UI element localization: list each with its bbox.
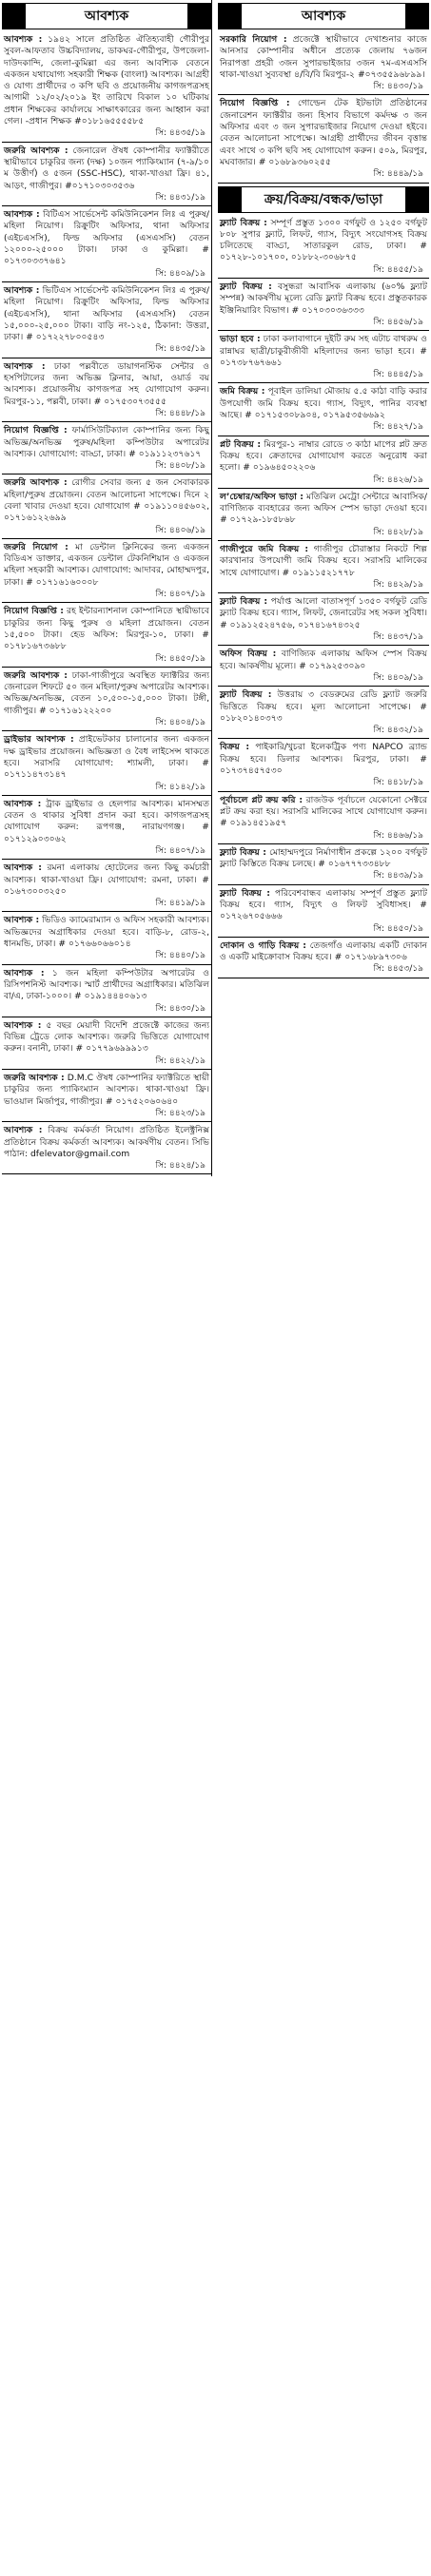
- classified-ad: [218, 385, 429, 433]
- ad-body: বিটিএস সার্ভেসেন্ট কমিউনিকেশন লিঃ এ পুরুষ/মহিলা নিয়োগ। রিক্রুটিং অফিসার, থানা অফিসার (এইচএসসি), ফিল্ড অফিসার (এসএসসি) বেতন ১২০০০-২৫০০০ টাকা। ঢাকা ও কুমিল্লা। # ০১৭৩০৩৩৭৬৪১: [4, 209, 209, 267]
- ad-lead: আবশ্যক :: [4, 284, 40, 296]
- ad-code: সি: ৪৪০৮/১৯: [155, 461, 206, 472]
- ad-code: সি: ৪৪২৯/১৯: [373, 579, 423, 590]
- ad-code: সি: ৪৪২৪/১৯: [155, 1161, 206, 1172]
- ad-lead: আবশ্যক :: [4, 34, 43, 45]
- ad-divider: [218, 645, 429, 646]
- ad-divider: [2, 1173, 211, 1174]
- classified-ad: [218, 543, 429, 591]
- ad-body: রোগীর সেবার জন্য ৫ জন সেবাকারক মহিলা/পুরুষ প্রয়োজন। বেতন আলোচনা সাপেক্ষে। দিনে ২ বেলা খাবার দেওয়া হবে। যোগাযোগ # ০১৯১১০৪৫৬০২, ০১৭১৬১২২৬৯৯: [4, 477, 209, 524]
- ad-lead: জমি বিক্রয় :: [220, 386, 265, 397]
- ad-divider: [218, 488, 429, 489]
- section-title: আবশ্যক: [301, 9, 346, 24]
- classified-ad: [218, 281, 429, 328]
- ad-divider: [2, 859, 211, 860]
- ad-lead: প্লট বিক্রয় :: [220, 438, 262, 450]
- header-block-left: [219, 187, 242, 212]
- ad-body: ১৯৪২ সালে প্রতিষ্ঠিত ঐতিহ্যবাহী গৌরীপুর সুবল-আফতাব উচ্চবিদ্যালয়, ডাকঘর-গৌরীপুর, উপজেলা-দাউদকান্দি, জেলা-কুমিল্লা এর জন্য আবশ্যিক বেতনে একজন যথাযোগ্য সহকারী শিক্ষক (বাংলা) আবশ্যক। আগ্রহী ও যোগ্য প্রার্থীদের ৩ কপি ছবি ও প্রয়োজনীয় কাগজপত্রসহ আগামী ১২/০২/২০১৯ ইং তারিখে বিকাল ১০ ঘটিকায় প্রধান শিক্ষকের কার্যালয়ে সাক্ষাৎকারের জন্য আহ্বান করা গেল। -প্রধান শিক্ষক #০১৮১৬৫৫৫৫৮৫: [4, 34, 210, 127]
- header-block-right: [405, 187, 428, 212]
- classified-ad: [218, 846, 429, 882]
- ad-lead: অফিস বিক্রয় :: [220, 649, 277, 660]
- ad-body: ট্রাক ড্রাইভার ও হেলপার আবশ্যক। মানসম্মত বেতন ও থাকার সুবিধা প্রদান করা হবে। কাগজপত্রসহ যোগাযোগ করুন: রূপগঞ্জ, নারায়ণগঞ্জ। # ০১৭১২৯০৩০৬২: [4, 798, 210, 844]
- ad-lead: ফ্ল্যাট বিক্রয় :: [220, 887, 270, 899]
- ad-lead: আবশ্যক :: [4, 360, 46, 372]
- classified-ad: [2, 424, 211, 472]
- ad-body: পর্যাপ্ত আলো বাতাসপূর্ণ ১৩৫০ বর্গফুট রেডি ফ্ল্যাট বিক্রয় হবে। গ্যাস, লিফট, জেনারেটর সহ সকল সুবিধা। # ০১৯১২৫২৪৭৫৬, ০১৭৪১৬৭৪৩২৫: [220, 596, 427, 630]
- ad-divider: [2, 538, 211, 539]
- ad-body: উত্তরায় ৩ বেডরুমের রেডি ফ্ল্যাট জরুরি ভিত্তিতে বিক্রয় হবে। মূল্য আলোচনা সাপেক্ষে। # ০১৮২০১৪০৩৭৩: [220, 689, 427, 724]
- ad-lead: আবশ্যক :: [4, 209, 40, 221]
- ad-lead: জরুরি আবশ্যক :: [4, 669, 68, 681]
- ad-lead: নিয়োগ বিজ্ঞপ্তি :: [4, 425, 68, 436]
- ad-code: সি: ৪৪৩৭/১৯: [373, 632, 423, 643]
- left-ad-list: [2, 33, 211, 1174]
- ad-body: ভিডিও ক্যামেরাম্যান ও অফিস সহকারী আবশ্যক। অভিজ্ঞদের অগ্রাধিকার দেওয়া হবে। বাড়ি-৮, রোড-২, ধানমন্ডি, ঢাকা। # ০১৭৬৬০৬৬০১৪: [4, 915, 210, 950]
- ad-divider: [218, 94, 429, 95]
- ad-divider: [218, 592, 429, 593]
- ad-divider: [218, 791, 429, 792]
- ad-divider: [2, 911, 211, 912]
- ad-code: সি: ৪৪০৭/১৯: [155, 846, 206, 856]
- ad-code: সি: ৪৪২৭/১৯: [373, 422, 423, 433]
- ad-body: মা ডেন্টাল ক্লিনিকের জন্য একজন বিডিএস ডাক্তার, একজন ডেন্টাল টেকনিশিয়ান ও একজন মহিলা সহকারী আবশ্যক। যোগাযোগ: আদাবর, মোহাম্মদপুর, ঢাকা। # ০১৭১৬১৬০০০৮: [4, 541, 209, 588]
- classified-ad: [218, 741, 429, 788]
- classified-ad: [2, 476, 211, 535]
- ad-divider: [2, 421, 211, 422]
- ad-divider: [218, 278, 429, 279]
- ad-lead: জরুরি আবশ্যক :: [4, 1073, 65, 1084]
- header-block-right: [405, 4, 428, 29]
- ad-lead: ফ্ল্যাট বিক্রয় :: [220, 689, 272, 701]
- ad-divider: [2, 1069, 211, 1070]
- ad-body: পূবাইল ডালিয়া মৌজায় ৫.৫ কাঠা বাড়ি করার উপযোগী জমি বিক্রয় হবে। গ্যাস, বিদ্যুৎ, পানির ব্যবস্থা আছে। # ০১৭১৫৩০৮৯০৪, ০১৭৯৫৩৫৬৬৯২: [220, 386, 428, 421]
- ad-body: তেজগাঁও এলাকায় একটি দোকান ও একটি মাইক্রোবাস বিক্রয় হবে। # ০১৭১৬৮৯৭৩০৬: [220, 939, 427, 963]
- ad-body: রমনা এলাকায় হোটেলের জন্য কিছু কর্মচারী আবশ্যক। থাকা-খাওয়া ফ্রি। যোগাযোগ: রমনা, ঢাকা। # ০১৬৭৩০০৩২৫০: [4, 862, 209, 897]
- ad-divider: [2, 730, 211, 731]
- ad-divider: [2, 795, 211, 796]
- ad-divider: [218, 884, 429, 885]
- classified-ad: [218, 438, 429, 486]
- classified-ad: [2, 360, 211, 419]
- ad-body: ঢাকা কলাবাগানে দুইটি রুম সহ এটাচ বাথরুম ও রান্নাঘর ছাত্রী/চাকুরীজীবী মহিলাদের জন্য ভাড়া হবে। # ০১৭৩৮৭৬৭৬৬১: [220, 334, 428, 368]
- ad-body: রহ ইন্টারন্যাশনাল কোম্পানিতে স্থায়ীভাবে চাকুরির জন্য কিছু পুরুষ ও মহিলা প্রয়োজন। বেতন ১৫,৫০০ টাকা। হেড অফিস: মিরপুর-১০, ঢাকা। # ০১৭৮১৬৭৩৬৮৮: [4, 606, 209, 652]
- ad-body: পরিবেশবান্ধব এলাকায় সম্পূর্ণ প্রস্তুত ফ্ল্যাট বিক্রয় হবে। গ্যাস, বিদ্যুৎ ও লিফট সুবিধাসহ। # ০১৭২৬৭০৫৬৬৬: [220, 887, 427, 922]
- ad-body: ঢাকা-গাজীপুরে অবস্থিত ফ্যাক্টরির জন্য জেনারেল শিফটে ৫০ জন মহিলা/পুরুষ অপারেটর আবশ্যক। অভিজ্ঞ/অনভিজ্ঞ, বেতন ১০,৫০০-১৫,০০০ টাকা। টঙ্গী, গাজীপুর। # ০১৭১৬১২২২০০: [4, 669, 209, 716]
- classified-ad: [2, 33, 211, 140]
- ad-code: সি: ৪১৪২/১৯: [155, 782, 206, 792]
- ad-code: সি: ৪৪২৮/১৯: [373, 527, 423, 537]
- ad-lead: আবশ্যক :: [4, 915, 40, 926]
- ad-body: D.M.C ঔষধ কোম্পানির ফ্যাক্টরিতে স্থায়ী চাকুরির জন্য প্যাকিংম্যান আবশ্যক। থাকা-খাওয়া ফ্রি। ভাওয়াল মির্জাপুর, গাজীপুর। # ০১৭৫২০৬০৬৪০: [4, 1073, 209, 1107]
- ad-code: সি: ৪৪৩৫/১৯: [155, 128, 206, 139]
- ad-body: গাজীপুর চৌরাস্তার নিকটে শিল্প কারখানার উপযোগী জমি বিক্রয় হবে। সরাসরি মালিকের সাথে যোগাযোগ। # ০১৯১১৫২১৭৭৮: [220, 543, 427, 578]
- ad-code: সি: ৪৪১৮/১৯: [373, 778, 423, 788]
- classified-ad: [2, 967, 211, 1015]
- left-column: [2, 0, 212, 1176]
- ad-lead: ফ্ল্যাট বিক্রয় :: [220, 596, 268, 608]
- ad-divider: [2, 142, 211, 143]
- right-ad-list: [218, 217, 429, 978]
- ad-code: সি: ৪৪৩১/১৯: [155, 192, 206, 203]
- ad-body: ১ জন মহিলা কম্পিউটার অপারেটর ও রিসিপশনিস্ট আবশ্যক। স্মার্ট প্রার্থীদের অগ্রাধিকার। মতিঝিল বা/এ, ঢাকা-১০০০। # ০১৯১৪৪৪০৬১৩: [4, 967, 210, 1002]
- classified-ad: [2, 1019, 211, 1067]
- ad-lead: বিক্রয় :: [220, 742, 250, 753]
- classified-ad: [2, 669, 211, 728]
- header-block-left: [219, 4, 242, 29]
- section-title: আবশ্যক: [84, 9, 129, 24]
- ad-body: মিরপুর-১ নাম্বার রোডে ৩ কাঠা মাপের প্লট দ্রুত বিক্রয় হবে। ক্রেতাদের যোগাযোগ করতে অনুরোধ করা হলো। # ০১৯৬৪৫০২২০৬: [220, 438, 428, 474]
- ad-lead: আবশ্যক :: [4, 1019, 42, 1031]
- classified-ad: [218, 217, 429, 276]
- ad-divider: [218, 382, 429, 383]
- ad-code: সি: ৪৪২৩/১৯: [155, 1108, 206, 1118]
- ad-body: ঢাকা পল্লবীতে ডায়াগনস্টিক সেন্টার ও হসপিটালের জন্য অভিজ্ঞ ক্লিনার, আয়া, ওয়ার্ড বয় আবশ্যক। প্রয়োজনীয় কাগজপত্র সহ যোগাযোগ করুন। মিরপুর-১১, পল্লবী, ঢাকা। # ০১৭৫৩০৭৩৫৫৫: [4, 360, 210, 407]
- ad-code: সি: ৪৪৫৩/১৯: [373, 964, 423, 975]
- ad-code: সি: ৪৪০৯/১৯: [373, 672, 423, 683]
- ad-divider: [218, 843, 429, 844]
- ad-body: মতিঝিল মেট্রো সেন্টারে আবাসিক/বাণিজ্যিক ব্যবহারের জন্য অফিস স্পেস ভাড়া দেওয়া হবে। # ০১৭২৯-১৮৫৮৬৮: [220, 491, 427, 526]
- ad-code: সি: ৪৪৪৮/১৯: [155, 408, 206, 418]
- ad-body: গোল্ডেন টেক ইটভাটা প্রতিষ্ঠানের জেনারেশন ফ্যাক্টরীর জন্য হিসাব বিভাগে কর্মদক্ষ ৩ জন অফিসার এবং ৩ জন সুপারভাইজার নিয়োগ দেওয়া হইবে। বেতন আলোচনা সাপেক্ষে। আগ্রহী প্রার্থীদের জীবন বৃত্তান্ত এবং সাথে ৩ কপি ছবি সহ যোগাযোগ করুন। ৫০৯, মিরপুর, মঘবাজার। # ০১৬৮৯৩৬০২৫৫: [220, 98, 428, 167]
- ad-code: সি: ৪৪৫০/১৯: [155, 653, 206, 664]
- ad-body: রাজউক পূর্বাচলে যেকোনো সেক্টরে প্লট ক্রয় করা হয়। সরাসরি মালিকের সাথে যোগাযোগ করুন। # ০১৯১৪৫১৯৫৭: [220, 794, 428, 829]
- classified-ad: [218, 648, 429, 684]
- ad-body: বিক্রয় কর্মকর্তা নিয়োগ। প্রতিষ্ঠিত ইলেক্ট্রনিক্স প্রতিষ্ঠানে বিক্রয় কর্মকর্তা আবশ্যক। আকর্ষণীয় বেতন। সিভি পাঠান: dfelevator@gmail.com: [4, 1125, 209, 1159]
- ad-code: সি: ৪৪৫৫/১৯: [373, 264, 423, 275]
- classified-ad: [2, 145, 211, 203]
- classified-ad: [2, 1124, 211, 1172]
- section-title: ক্রয়/বিক্রয়/বন্ধক/ভাড়া: [264, 191, 383, 207]
- ad-body: ভিটিএস সার্ভেসেন্ট কমিউনিকেশন লিঃ এ পুরুষ/মহিলা নিয়োগ। রিক্রুটিং অফিসার, ফিল্ড অফিসার (এইচএসসি), থানা অফিসার (এসএসসি) বেতন ১৫,০০০-২৫,০০০ টাকা। বাড়ি নং-১২৫, ঠিকানা: উত্তরা, ঢাকা। # ০১৭২২৭৮০০৫৪৩: [4, 284, 209, 343]
- ad-code: সি: ৪৪০৯/১৯: [155, 268, 206, 279]
- ad-code: সি: ৪৪৬৬/১৯: [373, 830, 423, 841]
- ad-lead: গাজীপুরে জমি বিক্রয় :: [220, 543, 309, 554]
- ad-lead: দোকান ও গাড়ি বিক্রয় :: [220, 939, 306, 951]
- ad-code: সি: ৪৪০৪/১৯: [155, 718, 206, 728]
- ad-lead: আবশ্যক :: [4, 1125, 43, 1136]
- classified-ad: [218, 97, 429, 180]
- classified-ad: [218, 333, 429, 380]
- ad-code: সি: ৪৪৩০/১৯: [373, 82, 423, 92]
- ad-code: সি: ৪৪০৭/১৯: [155, 590, 206, 600]
- ad-body: ৫ বছর মেয়াদী বিদেশি প্রজেক্টে কাজের জন্য বিভিন্ন ট্রেডে লোক আবশ্যক। জরুরি ভিত্তিতে যোগাযোগ করুন। বনানী, ঢাকা। # ০১৭৭৯৬৯৯৯১৩: [4, 1019, 209, 1055]
- ad-lead: আবশ্যক :: [4, 862, 42, 874]
- ad-lead: জরুরি আবশ্যক :: [4, 145, 69, 156]
- ad-lead: ফ্ল্যাট বিক্রয় :: [220, 217, 267, 228]
- ad-divider: [218, 330, 429, 331]
- ad-divider: [2, 474, 211, 475]
- classified-ad: [2, 541, 211, 600]
- ad-body: মোহাম্মদপুরে নির্মাণাধীন প্রকল্পে ১২০০ বর্গফুট ফ্ল্যাট কিস্তিতে বিক্রয় চলছে। # ০১৬৭৭৭৩৩৪৮৮: [220, 846, 428, 870]
- ad-code: সি: ৪৪২৬/১৯: [373, 475, 423, 485]
- ad-body: সম্পূর্ণ প্রস্তুত ১৩০০ বর্গফুট ও ১২৫০ বর্গফুট ৮০৮ সুপার ফ্ল্যাট, লিফট, গ্যাস, বিদ্যুৎ সংযোগসহ বিক্রয় চলিতেছে বাড্ডা, সাতারকুল রোড, ঢাকা। # ০১৭২৮-১০১৭০০, ০১৮৮২-৩০৬৮৭৫: [220, 217, 427, 263]
- ad-divider: [218, 738, 429, 739]
- ad-code: সি: ৪৪৩২/১৯: [373, 726, 423, 736]
- right-top-ad-list: [218, 33, 429, 184]
- ad-divider: [2, 602, 211, 603]
- header-block-right: [187, 4, 210, 29]
- classified-ad: [2, 914, 211, 961]
- classified-ad: [218, 688, 429, 736]
- ad-body: প্রজেক্টে স্থায়ীভাবে দেখাশুনার কাজে আনসার কোম্পানীর অধীনে প্রত্যেক জেলায় ৭৬জন নিরাপত্তা প্রহরী ৩জন সুপারভাইজার ৩জন ৭ম-এসএসসি থাকা-খাওয়া সুব্যবস্থা ৪/বি/বি মিরপুর-২ #০৭৩৫৫৯৬৮৯৯।: [220, 34, 427, 80]
- section-header-sale: [218, 186, 429, 213]
- ad-code: সি: ৪৪৪৫/১৯: [373, 370, 423, 380]
- classified-ad: [2, 798, 211, 857]
- ad-divider: [2, 667, 211, 668]
- ad-lead: নিয়োগ বিজ্ঞপ্তি :: [4, 606, 64, 617]
- classified-ad: [218, 491, 429, 538]
- ad-divider: [2, 205, 211, 206]
- classified-ad: [218, 595, 429, 643]
- ad-body: জেনারেল ঔষধ কোম্পানীর ফ্যাক্টরীতে স্থায়ীভাবে চাকুরির জন্য (দক্ষ) ১০জন প্যাকিংম্যান (৭-৯/১০ ম উত্তীর্ণ) ও ৫জন (SSC-HSC), থাকা-খাওয়া ফ্রি। ৪১, আড়ং, গাজীপুর। #০১৭১০৩০৩৫৩৬: [4, 145, 209, 191]
- classified-ad: [2, 1072, 211, 1119]
- classified-ad: [2, 208, 211, 280]
- ad-lead: ফ্ল্যাট বিক্রয় :: [220, 281, 272, 293]
- ad-code: সি: ৪৪৩৯/১৯: [373, 871, 423, 881]
- ad-code: সি: ৪৪১৯/১৯: [155, 899, 206, 909]
- ad-lead: ল’চেম্বার/অফিস ভাড়া :: [220, 491, 304, 502]
- ad-divider: [218, 937, 429, 938]
- section-header-right: [218, 3, 429, 29]
- ad-body: ফার্মাসিউটিক্যাল কোম্পানির জন্য কিছু অভিজ্ঞ/অনভিজ্ঞ পুরুষ/মহিলা কম্পিউটার অপারেটর আবশ্যক। যোগাযোগ: বাড্ডা, ঢাকা। # ০১৯১১২৩৭৬১৭: [4, 425, 209, 459]
- classified-ad: [218, 794, 429, 842]
- classified-ad: [218, 939, 429, 976]
- ad-lead: সরকারি নিয়োগ :: [220, 34, 287, 45]
- classified-ad: [2, 862, 211, 909]
- classified-ad: [218, 33, 429, 92]
- ad-lead: ড্রাইভার আবশ্যক :: [4, 734, 74, 746]
- ad-code: সি: ৪৪৪৯/১৯: [373, 169, 423, 180]
- ad-lead: পূর্বাচলে প্লট ক্রয় করি :: [220, 794, 304, 805]
- ad-code: সি: ৪৪৩৫/১৯: [155, 344, 206, 355]
- ad-body: বাণিজ্যিক এলাকায় অফিস স্পেস বিক্রয় হবে। আকর্ষণীয় মূল্যে। # ০১৭৯২৫৩০৯০: [220, 649, 427, 671]
- ad-code: সি: ৪৪৫০/১৯: [373, 923, 423, 934]
- classified-ad: [2, 605, 211, 664]
- ad-lead: ফ্ল্যাট বিক্রয় :: [220, 846, 266, 858]
- ad-body: প্রাইভেটকার চালানোর জন্য একজন দক্ষ ড্রাইভার প্রয়োজন। অভিজ্ঞতা ও বৈধ লাইসেন্স থাকতে হবে। সরাসরি যোগাযোগ: শ্যামলী, ঢাকা। # ০১৭১১৪৭৩১৪৭: [4, 734, 209, 781]
- ad-divider: [218, 686, 429, 687]
- ad-lead: নিয়োগ বিজ্ঞপ্তি :: [220, 98, 290, 109]
- ad-divider: [218, 183, 429, 184]
- ad-divider: [2, 281, 211, 282]
- ad-divider: [218, 540, 429, 541]
- ad-lead: জরুরি আবশ্যক :: [4, 477, 68, 489]
- ad-code: সি: ৪৪২২/১৯: [155, 1056, 206, 1066]
- classified-ad: [218, 887, 429, 935]
- header-block-left: [3, 4, 26, 29]
- ad-code: সি: ৪৪৫৬/১৯: [373, 317, 423, 327]
- right-column: [218, 0, 429, 980]
- ad-divider: [2, 1121, 211, 1122]
- ad-lead: জরুরি নিয়োগ :: [4, 541, 69, 552]
- ad-code: সি: ৪৪৩০/১৯: [155, 1003, 206, 1014]
- ad-body: পাইকারি/খুচরা ইলেকট্রিক পণ্য NAPCO ব্র্যান্ড বিক্রয় হবে। ডিলার আবশ্যক। মিরপুর, ঢাকা। # ০১৭৩৭৪৫৭৫৩০: [220, 742, 428, 777]
- ad-body: বসুন্ধরা আবাসিক এলাকায় (৬০% ফ্ল্যাট সম্পন্ন) আকর্ষণীয় মূল্যে রেডি ফ্ল্যাট বিক্রয় হবে। প্রস্তুতকারক ইঞ্জিনিয়ারিং বিভাগ। # ০১৭০৩০৩৬৩৩৩: [220, 281, 427, 316]
- ad-lead: আবশ্যক :: [4, 798, 42, 809]
- ad-code: সি: ৪৪০৬/১৯: [155, 525, 206, 535]
- ad-lead: ভাড়া হবে :: [220, 334, 261, 345]
- classified-ad: [2, 284, 211, 356]
- ad-code: সি: ৪৪৪০/১৯: [155, 951, 206, 961]
- section-header-left: [2, 3, 211, 29]
- classified-ad: [2, 733, 211, 792]
- ad-divider: [2, 964, 211, 965]
- ad-lead: আবশ্যক :: [4, 967, 45, 978]
